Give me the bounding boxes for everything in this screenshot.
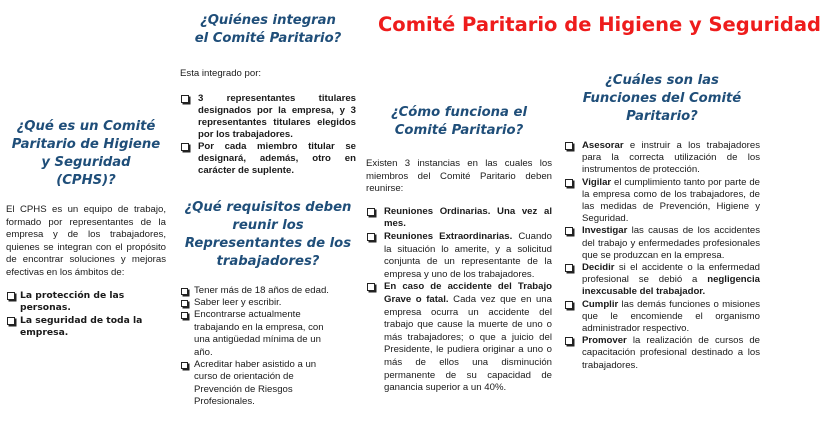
checkbox-bullet-icon <box>181 288 188 295</box>
column-functions <box>564 72 760 372</box>
column-how <box>366 104 552 395</box>
list-item: Investigar las causas de los accidentes del trabajo y enfermedades profesionales que se produzcan en la empresa. <box>564 225 760 262</box>
list-item: Encontrarse actualmente trabajando en la empresa, con una antigüedad mínima de un año. <box>180 309 340 359</box>
list-item: Vigilar el cumplimiento tanto por parte de la empresa como de los trabajadores, de las medidas de Prevención, Higiene y Seguridad. <box>564 177 760 226</box>
checkbox-bullet-icon <box>181 300 188 307</box>
checkbox-bullet-icon <box>367 283 375 291</box>
main-title: Comité Paritario de Higiene y Seguridad <box>378 13 821 36</box>
how-list <box>366 206 552 395</box>
checkbox-bullet-icon <box>565 337 573 345</box>
who-list <box>180 93 356 177</box>
list-item: Cumplir las demás funciones o misiones que le encomiende el organismo administrador respectivo. <box>564 299 760 336</box>
heading-who: ¿Quiénes integran el Comité Paritario? <box>194 13 342 46</box>
checkbox-bullet-icon <box>181 312 188 319</box>
list-item: Asesorar e instruir a los trabajadores para la correcta utilización de los instrumentos de protección. <box>564 140 760 177</box>
checkbox-bullet-icon <box>565 264 573 272</box>
list-item: Promover la realización de cursos de capacitación profesional destinado a los trabajadores. <box>564 335 760 372</box>
how-intro: Existen 3 instancias en las cuales los miembros del Comité Paritario deben reunirse: <box>366 158 552 195</box>
checkbox-bullet-icon <box>181 362 188 369</box>
list-item: La seguridad de toda la empresa. <box>6 315 166 340</box>
list-item: Decidir si el accidente o la enfermedad profesional se debió a negligencia inexcusable del trabajador. <box>564 262 760 299</box>
requirements-list <box>180 285 340 409</box>
checkbox-bullet-icon <box>565 179 573 187</box>
checkbox-bullet-icon <box>7 292 15 300</box>
checkbox-bullet-icon <box>565 301 573 309</box>
list-item: Por cada miembro titular se designará, además, otro en carácter de suplente. <box>180 141 356 177</box>
checkbox-bullet-icon <box>181 95 189 103</box>
checkbox-bullet-icon <box>565 227 573 235</box>
list-item: Reuniones Extraordinarias. Cuando la situación lo amerite, y a solicitud conjunta de un representante de la empresa y uno de los trabajadores. <box>366 231 552 281</box>
list-item: Acreditar haber asistido a un curso de orientación de Prevención de Riesgos Profesionales. <box>180 359 340 409</box>
column-what-is <box>6 118 166 340</box>
heading-how: ¿Cómo funciona el Comité Paritario? <box>390 105 528 138</box>
checkbox-bullet-icon <box>565 142 573 150</box>
list-item: Saber leer y escribir. <box>180 297 340 309</box>
list-item: Tener más de 18 años de edad. <box>180 285 340 297</box>
list-item: La protección de las personas. <box>6 290 166 315</box>
list-item: Reuniones Ordinarias. Una vez al mes. <box>366 206 552 231</box>
heading-what-is: ¿Qué es un Comité Paritario de Higiene y Seguridad (CPHS)? <box>11 119 161 188</box>
list-item: 3 representantes titulares designados por la empresa, y 3 representantes titulares elegidos por los trabajadores. <box>180 93 356 141</box>
who-intro: Esta integrado por: <box>180 68 262 79</box>
what-is-list <box>6 290 166 340</box>
what-is-body: El CPHS es un equipo de trabajo, formado por representantes de la empresa y de los trabajadores, quienes se integran con el propósito de encontrar soluciones y mejoras efectivas en los ámbitos de: <box>6 204 166 278</box>
heading-functions: ¿Cuáles son las Funciones del Comité Paritario? <box>582 73 742 124</box>
list-item: En caso de accidente del Trabajo Grave o fatal. Cada vez que en una empresa ocurra un accidente del trabajo que cause la muerte de uno o más trabajadores; o que a juicio del Presidente, le pudiera originar a uno o más de ellos una disminución permanente de su capacidad de ganancia superior a un 40%. <box>366 281 552 394</box>
checkbox-bullet-icon <box>7 317 15 325</box>
checkbox-bullet-icon <box>367 233 375 241</box>
checkbox-bullet-icon <box>181 143 189 151</box>
column-who <box>180 12 356 409</box>
functions-list <box>564 140 760 372</box>
checkbox-bullet-icon <box>367 208 375 216</box>
heading-requirements: ¿Qué requisitos deben reunir los Representantes de los trabajadores? <box>184 199 352 269</box>
